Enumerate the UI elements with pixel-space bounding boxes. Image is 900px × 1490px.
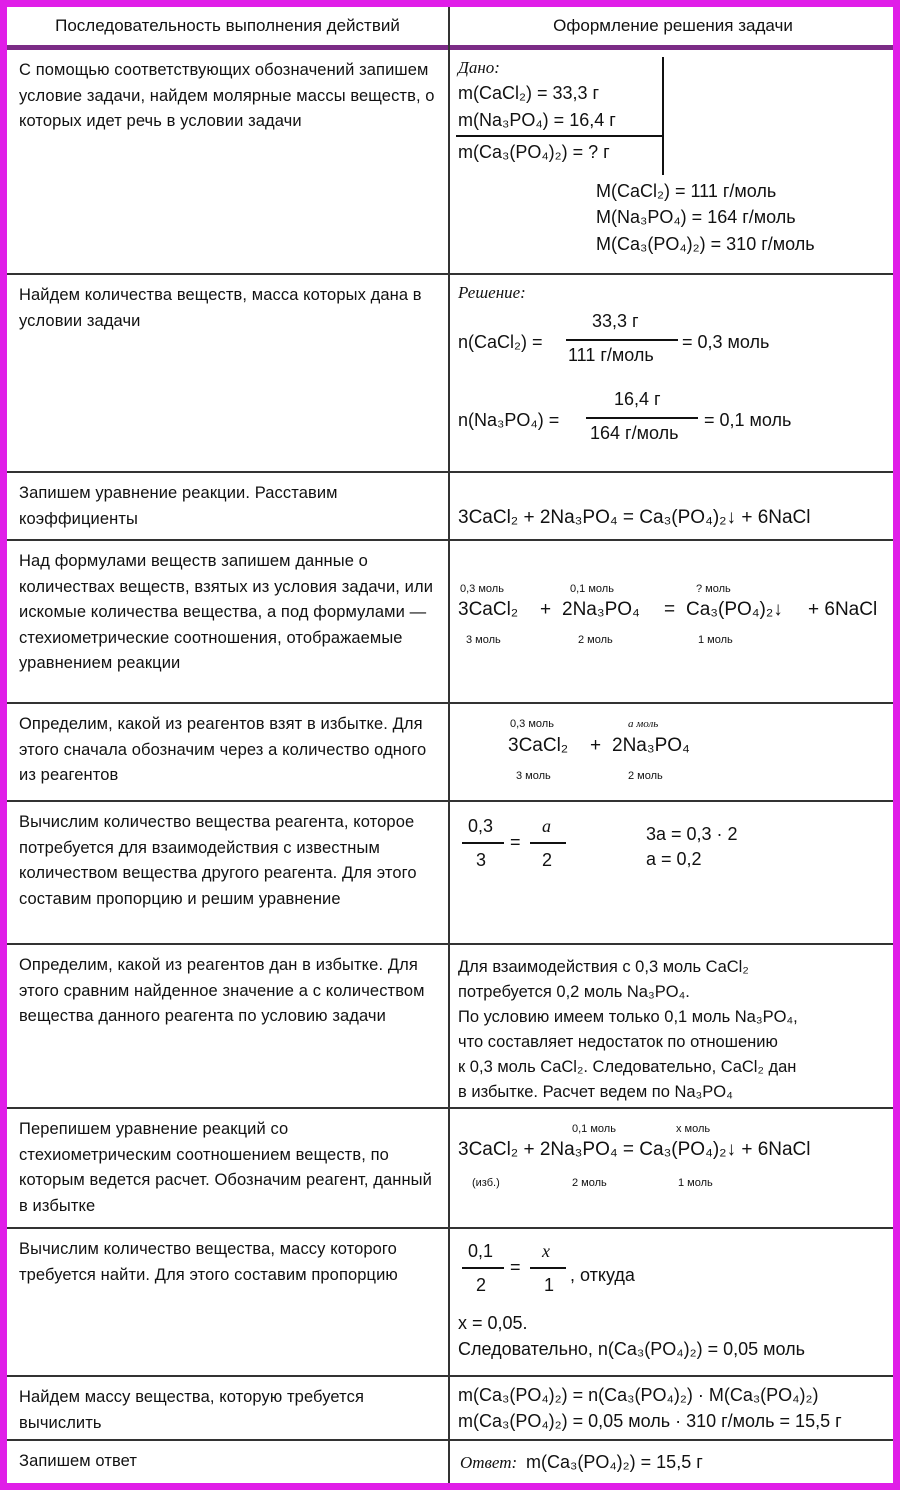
amount-above: ? моль [696, 583, 731, 595]
equation-term: + 6NaCl [808, 599, 878, 620]
amount-above: 0,1 моль [572, 1123, 616, 1135]
solution-cell [456, 1109, 892, 1227]
solution-label: Решение: [458, 283, 526, 302]
solution-cell [456, 1229, 892, 1375]
table-row [7, 945, 893, 1109]
table-row [7, 1441, 893, 1483]
solution-cell [456, 275, 892, 471]
step-text: Над формулами веществ запишем данные о количествах веществ, взятых из условия задачи, или искомые количества вещества, а под формулами — стехиометрические соотношения, отображаемые уравнением реакции [19, 552, 434, 672]
equation-line: m(Ca₃(PO₄)₂) = n(Ca₃(PO₄)₂) · M(Ca₃(PO₄)₂) [458, 1385, 819, 1405]
table-row [7, 802, 893, 945]
explanation-line: По условию имеем только 0,1 моль Na₃PO₄, [458, 1008, 798, 1026]
step-text: С помощью соответствующих обозначений запишем условие задачи, найдем молярные массы веществ, о которых идет речь в условии задачи [19, 61, 435, 130]
fraction-numerator: a [542, 816, 551, 836]
step-text: Запишем ответ [19, 1452, 138, 1470]
formula-lhs: n(CaCl₂) = [458, 332, 543, 352]
fraction-bar [530, 1267, 566, 1269]
step-text: Вычислим количество вещества, массу которого требуется найти. Для этого составим пропорцию [19, 1240, 398, 1284]
explanation-line: потребуется 0,2 моль Na₃PO₄. [458, 983, 690, 1001]
fraction-numerator: x [542, 1241, 550, 1261]
fraction-bar [530, 842, 566, 844]
fraction-numerator: 0,1 [468, 1241, 494, 1261]
equation-term: + [590, 735, 602, 756]
fraction-numerator: 33,3 г [592, 311, 639, 331]
table-row [7, 541, 893, 704]
equation-line: Следовательно, n(Ca₃(PO₄)₂) = 0,05 моль [458, 1339, 805, 1359]
solution-cell [456, 473, 892, 539]
explanation-line: что составляет недостаток по отношению [458, 1033, 778, 1051]
amount-below: 3 моль [466, 634, 501, 646]
equation-term: = [664, 599, 676, 620]
given-line: m(Na₃PO₄) = 16,4 г [458, 110, 616, 130]
molar-mass: M(Ca₃(PO₄)₂) = 310 г/моль [596, 234, 815, 254]
given-label: Дано: [458, 58, 500, 77]
solution-table [7, 7, 893, 1483]
amount-below: 1 моль [678, 1177, 713, 1189]
explanation-line: в избытке. Расчет ведем по Na₃PO₄ [458, 1083, 733, 1101]
fraction-numerator: 16,4 г [614, 389, 661, 409]
step-text: Определим, какой из реагентов дан в избытке. Для этого сравним найденное значение a с количеством вещества данного реагента по условию задачи [19, 956, 425, 1025]
amount-below: 1 моль [698, 634, 733, 646]
reaction-equation: 3CaCl₂ + 2Na₃PO₄ = Ca₃(PO₄)₂↓ + 6NaCl [458, 507, 811, 528]
given-line: m(CaCl₂) = 33,3 г [458, 83, 600, 103]
step-text: Определим, какой из реагентов взят в избытке. Для этого сначала обозначим через a количество одного из реагентов [19, 715, 427, 784]
formula-result: = 0,3 моль [682, 332, 770, 352]
explanation-line: к 0,3 моль CaCl₂. Следовательно, CaCl₂ дан [458, 1058, 797, 1076]
formula-lhs: n(Na₃PO₄) = [458, 410, 560, 430]
step-text: Перепишем уравнение реакций со стехиометрическим соотношением веществ, по которым ведется расчет. Обозначим реагент, данный в избытке [19, 1120, 432, 1215]
answer-value: m(Ca₃(PO₄)₂) = 15,5 г [526, 1452, 703, 1472]
solution-cell [456, 945, 892, 1107]
amount-above: x моль [676, 1123, 711, 1135]
proportion-equals: = [510, 832, 521, 852]
amount-below: 3 моль [516, 770, 551, 782]
equation-line: m(Ca₃(PO₄)₂) = 0,05 моль · 310 г/моль = 15,5 г [458, 1411, 842, 1431]
find-line: m(Ca₃(PO₄)₂) = ? г [458, 142, 610, 162]
solution-cell [456, 1441, 892, 1483]
equation-term: 2Na₃PO₄ [612, 735, 690, 756]
amount-below: 2 моль [628, 770, 663, 782]
fraction-bar [566, 339, 678, 341]
equation-line: a = 0,2 [646, 849, 702, 869]
fraction-bar [462, 842, 504, 844]
amount-below: 2 моль [572, 1177, 607, 1189]
step-text: Запишем уравнение реакции. Расставим коэффициенты [19, 484, 338, 528]
reaction-equation: 3CaCl₂ + 2Na₃PO₄ = Ca₃(PO₄)₂↓ + 6NaCl [458, 1139, 811, 1160]
equation-term: + [540, 599, 552, 620]
given-divider [456, 135, 662, 137]
table-header [7, 7, 893, 50]
table-row [7, 473, 893, 541]
table-row [7, 1109, 893, 1229]
molar-mass: M(CaCl₂) = 111 г/моль [596, 181, 777, 201]
equation-term: 3CaCl₂ [508, 735, 569, 756]
fraction-denominator: 3 [476, 850, 487, 870]
step-text: Вычислим количество вещества реагента, которое потребуется для взаимодействия с известным количеством вещества другого реагента. Для этого составим пропорцию и решим уравнение [19, 813, 417, 908]
proportion-tail: , откуда [570, 1265, 635, 1285]
table-row [7, 275, 893, 473]
table-row [7, 50, 893, 275]
table-row [7, 1377, 893, 1441]
fraction-denominator: 2 [476, 1275, 487, 1295]
amount-above: 0,3 моль [460, 583, 504, 595]
solution-cell [456, 541, 892, 702]
explanation-line: Для взаимодействия с 0,3 моль CaCl₂ [458, 958, 749, 976]
solution-cell [456, 704, 892, 800]
amount-above: 0,3 моль [510, 718, 554, 730]
table-row [7, 1229, 893, 1377]
fraction-denominator: 2 [542, 850, 553, 870]
solution-cell [456, 50, 892, 273]
molar-mass: M(Na₃PO₄) = 164 г/моль [596, 207, 796, 227]
equation-term: 3CaCl₂ [458, 599, 519, 620]
fraction-bar [586, 417, 698, 419]
proportion-equals: = [510, 1257, 521, 1277]
amount-below: (изб.) [472, 1177, 500, 1189]
fraction-denominator: 1 [544, 1275, 555, 1295]
answer-label: Ответ: [460, 1453, 518, 1472]
formula-result: = 0,1 моль [704, 410, 792, 430]
amount-below: 2 моль [578, 634, 613, 646]
solution-cell [456, 1377, 892, 1439]
equation-line: x = 0,05. [458, 1313, 528, 1333]
fraction-denominator: 164 г/моль [590, 423, 679, 443]
header-steps: Последовательность выполнения действий [55, 16, 400, 35]
step-text: Найдем количества веществ, масса которых дана в условии задачи [19, 286, 422, 330]
given-vertical-bar [662, 57, 664, 175]
equation-term: 2Na₃PO₄ [562, 599, 640, 620]
header-solution: Оформление решения задачи [553, 16, 793, 35]
fraction-bar [462, 1267, 504, 1269]
equation-term: Ca₃(PO₄)₂↓ [686, 599, 783, 620]
fraction-denominator: 111 г/моль [568, 345, 654, 365]
step-text: Найдем массу вещества, которую требуется вычислить [19, 1388, 364, 1432]
amount-above: a моль [628, 718, 659, 730]
amount-above: 0,1 моль [570, 583, 614, 595]
table-row [7, 704, 893, 802]
equation-line: 3a = 0,3 · 2 [646, 824, 738, 844]
fraction-numerator: 0,3 [468, 816, 494, 836]
solution-cell [456, 802, 892, 943]
